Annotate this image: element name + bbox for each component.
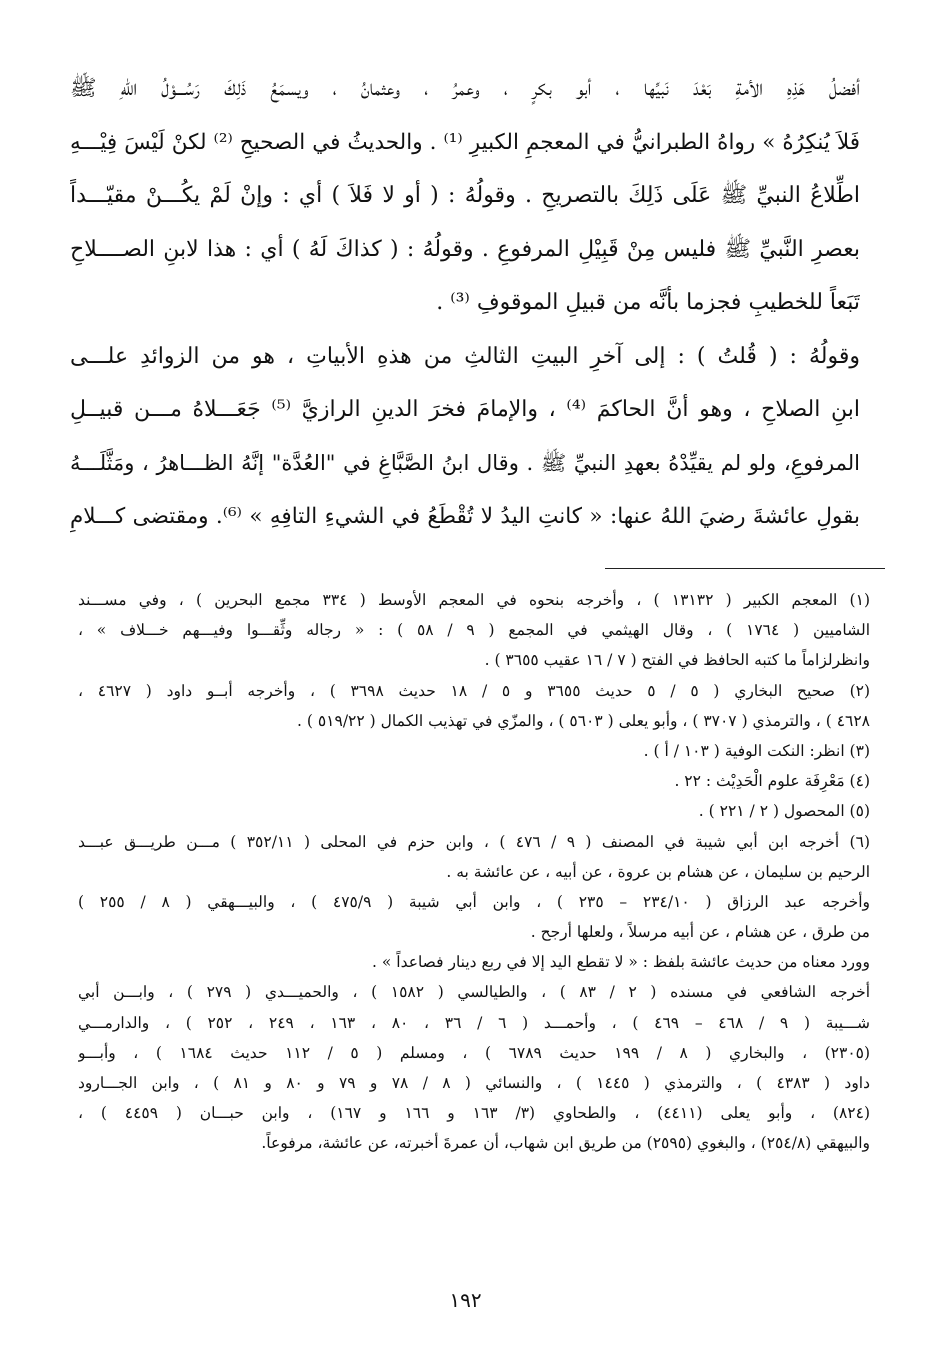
page-number: ١٩٢ xyxy=(449,1288,482,1312)
main-text-body xyxy=(70,62,860,544)
footnotes-section xyxy=(78,585,870,1159)
footnote-line: الشاميين ( ١٧٦٤ ) ، وقال الهيثمي في المجمع ( ٩ / ٥٨ ) : « رجاله وثِّقـــوا وفيـــهم خـــلاف » ، xyxy=(78,621,870,640)
footnote-line: (٦) أخرجه ابن أبي شيبة في المصنف ( ٩ / ٤٧٦ ) ، وابن حزم في المحلى ( ٣٥٢/١١ ) مـــن طريـــق عبـــد xyxy=(78,832,870,851)
footnote-line: (٨٢٤) ، وأبو يعلى (٤٤١١) ، والطحاوي (٣/ ١٦٣ و ١٦٦ و ١٦٧) ، وابن حبـــان ( ٤٤٥٩ ) ، xyxy=(78,1104,870,1123)
footnote-line: أخرجه الشافعي في مسنده ( ٢ / ٨٣ ) ، والطيالسي ( ١٥٨٢ ) ، والحميـــدي ( ٢٧٩ ) ، وابـــن أبي xyxy=(78,983,870,1002)
main-text-line: بعصرِ النَّبيِّ ﷺ فليس مِنْ قَبِيْلِ المرفوعِ . وقولُهُ : ( كذاكَ لَهُ ) أي : هذا لابنِ الصــــلاحِ xyxy=(70,236,860,262)
footnote-line: وانظرلزاماً ما كتبه الحافظ في الفتح ( ٧ / ١٦ عقيب ٣٦٥٥ ) . xyxy=(484,651,870,670)
footnote-line: والبيهقي (٢٥٤/٨) ، والبغوي (٢٥٩٥) من طريق ابن شهاب، أن عمرةَ أخبرته، عن عائشة، مرفوعاً. xyxy=(261,1134,870,1153)
main-text-line: أفضلُ هَذِهِ الأمةِ بَعْدَ نَبيِّها ، أبو بكرٍ ، وعمرُ ، وعثمانُ ، ويسمَعُ ذَلِكَ رَسُـــوْلُ اللهِ ﷺ xyxy=(70,76,860,101)
main-text-line: وقولُهُ : ( قُلتُ ) : إلى آخرِ البيتِ الثالثِ من هذهِ الأبياتِ ، هو من الزوائدِ علـــى xyxy=(70,343,860,369)
main-text-line: تَبَعاً للخطيبِ فجزما بأنَّه من قبيلِ الموقوفِ ⁽³⁾ . xyxy=(436,290,860,315)
footnote-line: شـــيبة ( ٩ / ٤٦٨ – ٤٦٩ ) ، وأحمـــد ( ٦ / ٣٦ ، ٨٠ ، ١٦٣ ، ٢٤٩ ، ٢٥٢ ) ، والدارمـــي xyxy=(78,1013,870,1032)
main-text-line: بقولِ عائشةَ رضيَ اللهُ عنها: « كانتِ اليدُ لا تُقْطَعُ في الشيءِ التافِهِ » ⁽⁶⁾. ومقتضى كـــلامِ xyxy=(70,504,860,529)
main-text-line: فَلاَ يُنكِرُهُ » رواهُ الطبرانيُّ في المعجمِ الكبيرِ ⁽¹⁾ . والحديثُ في الصحيحِ ⁽²⁾ لكنْ لَيْسَ فِيْـــهِ xyxy=(70,129,860,155)
footnote-line: وأخرجه عبد الرزاق ( ٢٣٤/١٠ – ٢٣٥ ) ، وابن أبي شيبة ( ٤٧٥/٩ ) ، والبيـــهقي ( ٨ / ٢٥٥ ) xyxy=(78,892,870,911)
footnote-line: ٤٦٢٨ ) ، والترمذي ( ٣٧٠٧ ) ، وأبو يعلى ( ٥٦٠٣ ) ، والمزّي في تهذيب الكمال ( ٥١٩/٢٢ ) . xyxy=(297,711,870,730)
main-text-line: المرفوعِ، ولو لم يقيِّدْهُ بعهدِ النبيِّ ﷺ . وقال ابنُ الصَّبَّاغِ في "العُدَّة" إنَّهُ الظـــاهرُ ، ومَثَّلَـــهُ xyxy=(70,450,860,475)
footnote-line: من طرق ، عن هشام ، عن أبيه مرسلاً ، ولعلها أرجح . xyxy=(530,923,870,942)
main-text-line: ابنِ الصلاحِ ، وهو أنَّ الحاكمَ ⁽⁴⁾ ، والإمامَ فخرَ الدينِ الرازيَّ ⁽⁵⁾ جَعَـــلاهُ مـــن قبيــلِ xyxy=(70,397,860,422)
footnote-line: وورد معناه من حديث عائشة بلفظ : « لا تقطع اليد إلا في ربع دينار فصاعداً » . xyxy=(372,953,870,972)
footnote-line: (٢٣٠٥) ، والبخاري ( ٨ / ١٩٩ حديث ٦٧٨٩ ) ، ومسلم ( ٥ / ١١٢ حديث ١٦٨٤ ) ، وأبـــو xyxy=(78,1043,870,1062)
footnote-line: الرحيم بن سليمان ، عن هشام بن عروة ، عن أبيه ، عن عائشة به . xyxy=(446,862,870,881)
footnote-line: (٤) مَعْرِفَة علوم الْحَدِيْث : ٢٢ . xyxy=(674,772,870,791)
footnote-separator xyxy=(605,568,885,569)
footnote-line: داود ( ٤٣٨٣ ) ، والترمذي ( ١٤٤٥ ) ، والنسائي ( ٨ / ٧٨ و ٧٩ و ٨٠ و ٨١ ) ، وابن الجـــارود xyxy=(78,1074,870,1092)
footnote-line: (٣) انظر: النكت الوفية ( ١٠٣ / أ ) . xyxy=(643,741,870,760)
footnote-line: (٥) المحصول ( ٢ / ٢٢١ ) . xyxy=(698,802,870,821)
footnote-line: (٢) صحيح البخاري ( ٥ / ٥ حديث ٣٦٥٥ و ٥ / ١٨ حديث ٣٦٩٨ ) ، وأخرجه أبــو داود ( ٤٦٢٧ ، xyxy=(78,681,870,700)
main-text-line: اطِّلاعُ النبيِّ ﷺ عَلَى ذَلِكَ بالتصريحِ . وقولُهُ : ( أو لا فَلاَ ) أي : وإنْ لَمْ يكُـــنْ مقيّـــداً xyxy=(70,183,860,208)
footnote-line: (١) المعجم الكبير ( ١٣١٣٢ ) ، وأخرجه بنحوه في المعجم الأوسط ( ٣٣٤ مجمع البحرين ) ، وفي مســـند xyxy=(78,591,870,609)
